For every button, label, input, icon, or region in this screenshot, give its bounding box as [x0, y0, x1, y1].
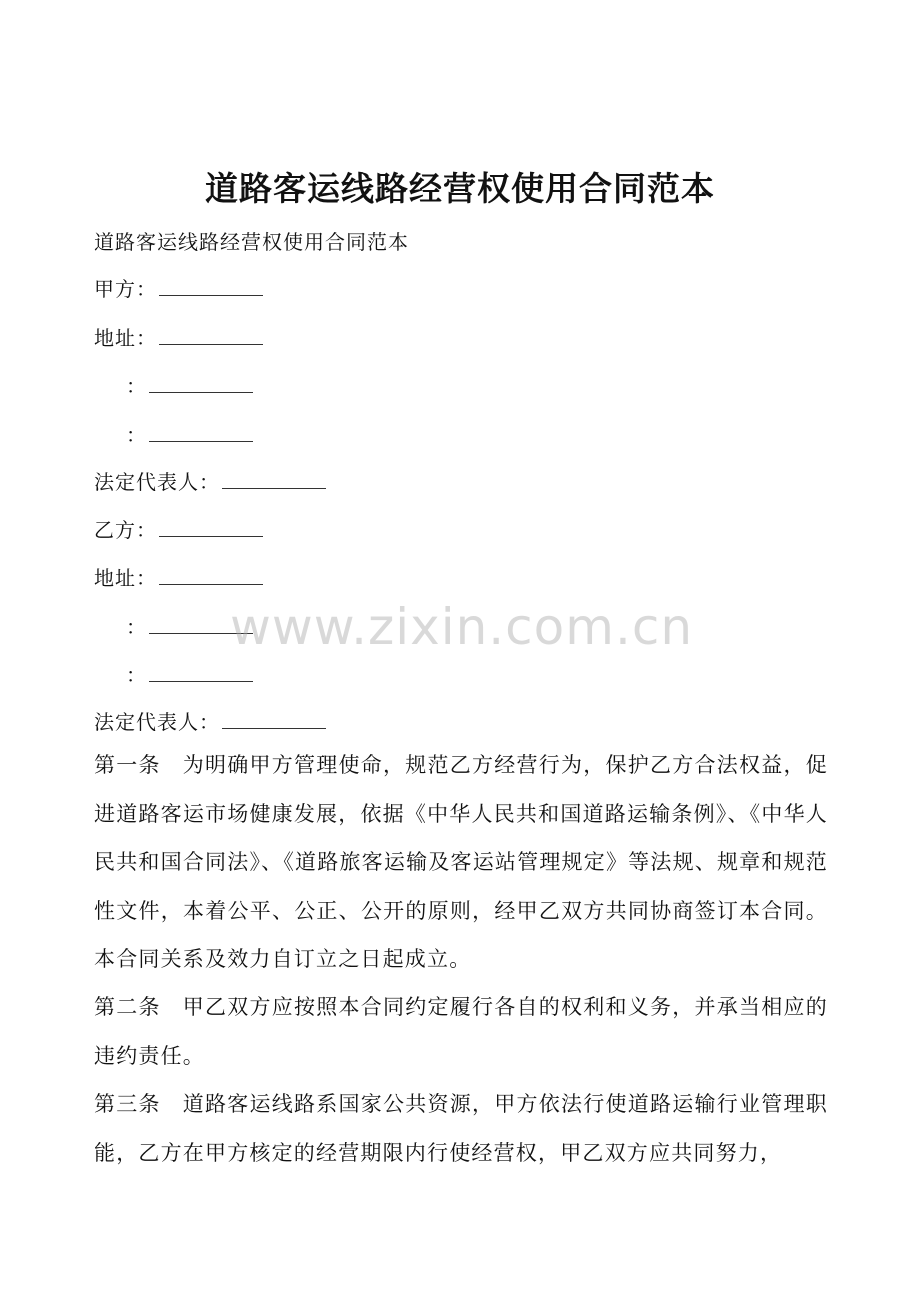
document-title: 道路客运线路经营权使用合同范本: [205, 169, 715, 208]
party-a-field2-blank: [149, 421, 253, 442]
party-a-field1-blank: [149, 372, 253, 393]
watermark: www.zixin.com.cn: [230, 598, 694, 656]
party-b-field1-blank: [149, 613, 253, 634]
party-b-field1-label: ：: [126, 615, 147, 639]
party-a-field1-line: [126, 370, 253, 399]
party-a-address-blank: [159, 324, 263, 345]
party-b-rep-blank: [222, 708, 326, 729]
article-1-number: 第一条: [94, 753, 161, 777]
party-a-address-label: 地址：: [94, 326, 157, 350]
article-3-number: 第三条: [94, 1092, 161, 1116]
party-a-blank: [159, 275, 263, 296]
party-a-address-line: [94, 322, 263, 351]
article-1-text: 为明确甲方管理使命，规范乙方经营行为，保护乙方合法权益，促进道路客运市场健康发展，依据《中华人民共和国道路运输条例》、《中华人民共和国合同法》、《道路旅客运输及客运站管理规定》等法规、规章和规范性文件，本着公平、公正、公开的原则，经甲乙双方共同协商签订本合同。本合同关系及效力自订立之日起成立。: [94, 753, 828, 971]
article-3: [94, 1080, 828, 1177]
party-b-rep-line: [94, 706, 326, 735]
article-1: [94, 741, 828, 984]
article-2-text: 甲乙双方应按照本合同约定履行各自的权利和义务，并承当相应的违约责任。: [94, 995, 828, 1068]
document-subtitle: 道路客运线路经营权使用合同范本: [94, 230, 409, 254]
party-b-blank: [159, 516, 263, 537]
party-b-label: 乙方：: [94, 518, 157, 542]
party-b-field2-line: [126, 659, 253, 688]
party-b-address-line: [94, 562, 263, 591]
party-b-address-blank: [159, 564, 263, 585]
party-a-line: [94, 273, 263, 302]
party-a-field2-line: [126, 419, 253, 448]
party-a-rep-line: [94, 466, 326, 495]
party-b-address-label: 地址：: [94, 566, 157, 590]
party-b-field2-blank: [149, 661, 253, 682]
party-a-rep-blank: [222, 468, 326, 489]
party-a-field1-label: ：: [126, 374, 147, 398]
party-a-label: 甲方：: [94, 277, 157, 301]
party-a-field2-label: ：: [126, 423, 147, 447]
party-b-field2-label: ：: [126, 663, 147, 687]
article-2: [94, 983, 828, 1080]
party-b-field1-line: [126, 611, 253, 640]
article-3-text: 道路客运线路系国家公共资源，甲方依法行使道路运输行业管理职能，乙方在甲方核定的经营期限内行使经营权，甲乙双方应共同努力，: [94, 1092, 828, 1165]
party-a-rep-label: 法定代表人：: [94, 470, 220, 494]
party-b-rep-label: 法定代表人：: [94, 710, 220, 734]
article-2-number: 第二条: [94, 995, 161, 1019]
party-b-line: [94, 514, 263, 543]
